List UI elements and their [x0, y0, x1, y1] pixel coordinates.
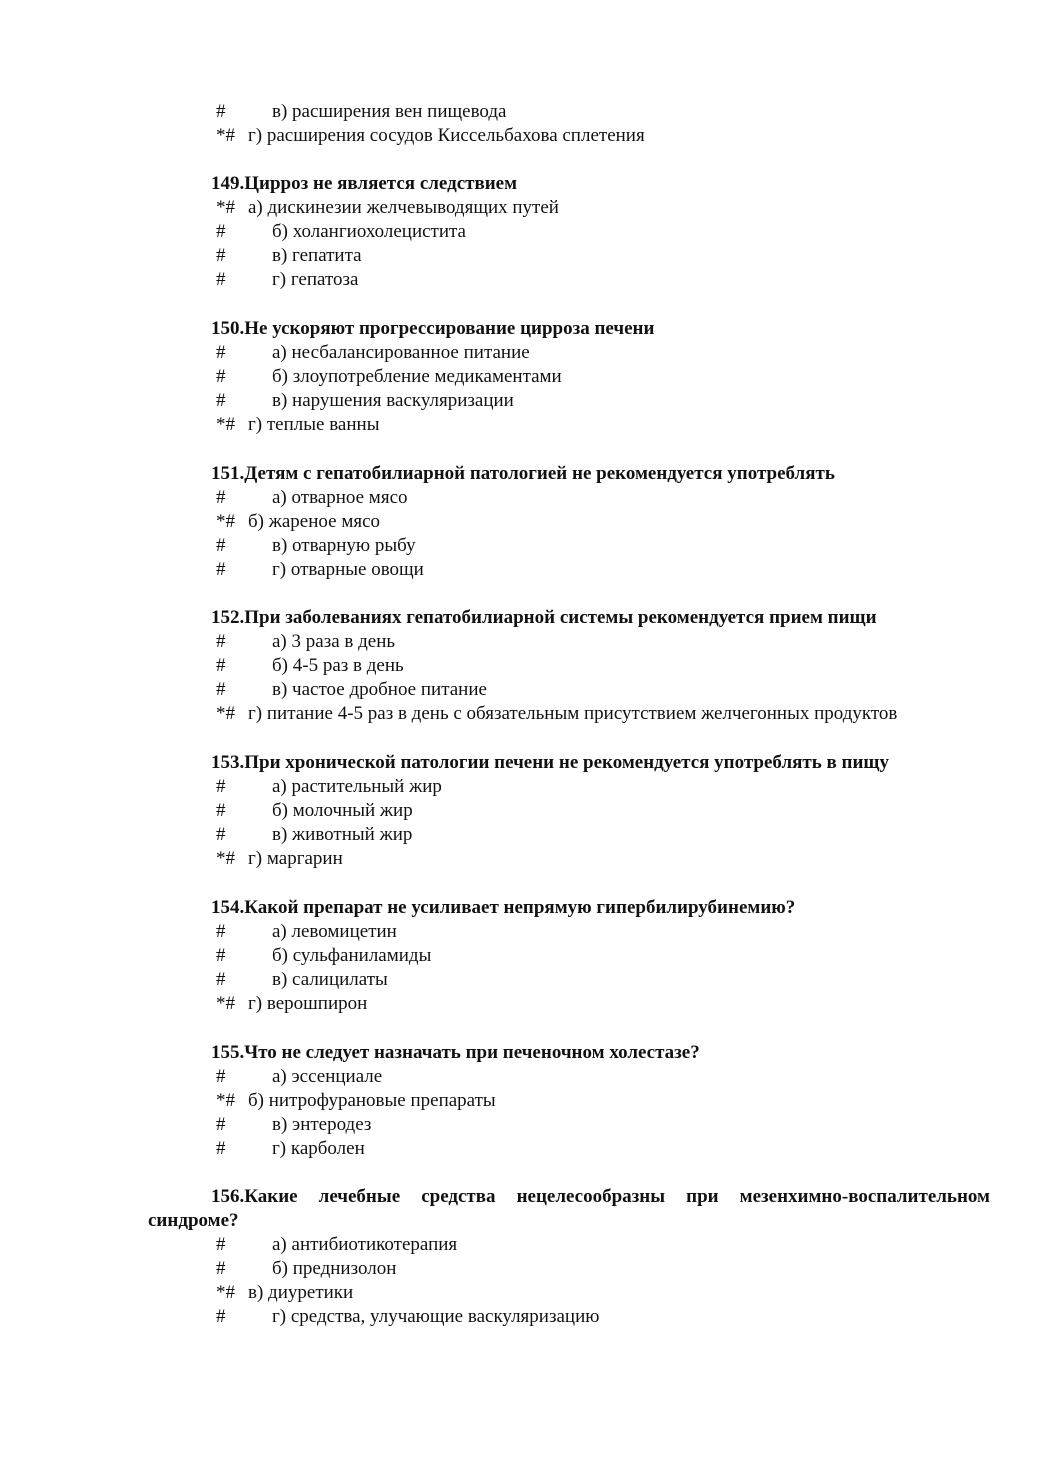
option-marker: *#: [216, 125, 235, 146]
option-text: б) сульфаниламиды: [272, 945, 432, 966]
option-marker: #: [216, 535, 226, 556]
option-text: г) средства, улучающие васкуляризацию: [272, 1306, 600, 1327]
option-text: в) нарушения васкуляризации: [272, 390, 514, 411]
option-marker: #: [216, 679, 226, 700]
question-title-line-2: синдроме?: [148, 1210, 239, 1231]
option-text: б) злоупотребление медикаментами: [272, 366, 562, 387]
question-title-line-1: 156.Какие лечебные средства нецелесообразны при мезенхимно-воспалительном: [211, 1186, 990, 1207]
option-marker: #: [216, 824, 226, 845]
option-marker: #: [216, 269, 226, 290]
option-marker: *#: [216, 1282, 235, 1303]
option-marker: *#: [216, 1090, 235, 1111]
question-156: [0, 1185, 1039, 1329]
option-text: б) холангиохолецистита: [272, 221, 466, 242]
option-marker: #: [216, 655, 226, 676]
option-line: [0, 100, 1039, 124]
option-text: в) диуретики: [248, 1282, 354, 1303]
option-text: а) антибиотикотерапия: [272, 1234, 458, 1255]
option-text: г) гепатоза: [272, 269, 359, 290]
option-marker: #: [216, 1138, 226, 1159]
option-marker: #: [216, 631, 226, 652]
option-text: г) отварные овощи: [272, 559, 424, 580]
option-marker: #: [216, 342, 226, 363]
question-title: 151.Детям с гепатобилиарной патологией не рекомендуется употреблять: [211, 463, 835, 484]
option-text: г) питание 4-5 раз в день с обязательным присутствием желчегонных продуктов: [248, 703, 898, 724]
option-text: б) 4-5 раз в день: [272, 655, 404, 676]
question-title: 155.Что не следует назначать при печеночном холестазе?: [211, 1042, 700, 1063]
option-text: а) несбалансированное питание: [272, 342, 530, 363]
option-marker: #: [216, 245, 226, 266]
option-line: [0, 124, 1039, 148]
option-marker: #: [216, 969, 226, 990]
option-text: г) маргарин: [248, 848, 343, 869]
option-text: а) левомицетин: [272, 921, 397, 942]
option-marker: #: [216, 1066, 226, 1087]
option-marker: *#: [216, 848, 235, 869]
option-text: в) гепатита: [272, 245, 362, 266]
option-marker: #: [216, 487, 226, 508]
option-text: а) эссенциале: [272, 1066, 383, 1087]
option-marker: #: [216, 390, 226, 411]
question-151: [0, 462, 1039, 582]
option-marker: *#: [216, 197, 235, 218]
option-marker: *#: [216, 993, 235, 1014]
option-text: г) расширения сосудов Киссельбахова сплетения: [248, 125, 645, 146]
continued-options: [0, 100, 1039, 148]
question-title: 154.Какой препарат не усиливает непрямую гипербилирубинемию?: [211, 897, 796, 918]
option-text: в) отварную рыбу: [272, 535, 416, 556]
question-155: [0, 1041, 1039, 1161]
option-text: г) карболен: [272, 1138, 365, 1159]
option-text: б) молочный жир: [272, 800, 413, 821]
option-text: а) растительный жир: [272, 776, 442, 797]
option-text: в) расширения вен пищевода: [272, 101, 507, 122]
question-title: 153.При хронической патологии печени не рекомендуется употреблять в пищу: [211, 752, 889, 773]
question-154: [0, 896, 1039, 1016]
option-marker: #: [216, 1258, 226, 1279]
option-text: г) верошпирон: [248, 993, 368, 1014]
question-153: [0, 751, 1039, 871]
option-marker: #: [216, 776, 226, 797]
option-text: б) нитрофурановые препараты: [248, 1090, 496, 1111]
option-marker: #: [216, 221, 226, 242]
option-marker: *#: [216, 703, 235, 724]
option-text: а) отварное мясо: [272, 487, 408, 508]
option-text: б) жареное мясо: [248, 511, 381, 532]
question-149: [0, 172, 1039, 292]
question-150: [0, 317, 1039, 437]
question-title: 149.Цирроз не является следствием: [211, 173, 518, 194]
question-title: 150.Не ускоряют прогрессирование цирроза печени: [211, 318, 655, 339]
option-text: г) теплые ванны: [248, 414, 380, 435]
option-text: в) животный жир: [272, 824, 413, 845]
option-marker: #: [216, 800, 226, 821]
option-text: а) 3 раза в день: [272, 631, 396, 652]
option-marker: #: [216, 1114, 226, 1135]
option-text: а) дискинезии желчевыводящих путей: [248, 197, 559, 218]
option-marker: #: [216, 921, 226, 942]
option-marker: *#: [216, 414, 235, 435]
option-text: б) преднизолон: [272, 1258, 397, 1279]
option-text: в) энтеродез: [272, 1114, 372, 1135]
option-marker: #: [216, 366, 226, 387]
option-marker: #: [216, 1234, 226, 1255]
option-marker: #: [216, 559, 226, 580]
option-text: в) частое дробное питание: [272, 679, 487, 700]
option-marker: #: [216, 1306, 226, 1327]
option-marker: *#: [216, 511, 235, 532]
question-title: 152.При заболеваниях гепатобилиарной системы рекомендуется прием пищи: [211, 607, 877, 628]
option-text: в) салицилаты: [272, 969, 388, 990]
option-marker: #: [216, 101, 226, 122]
option-marker: #: [216, 945, 226, 966]
question-152: [0, 606, 1039, 726]
